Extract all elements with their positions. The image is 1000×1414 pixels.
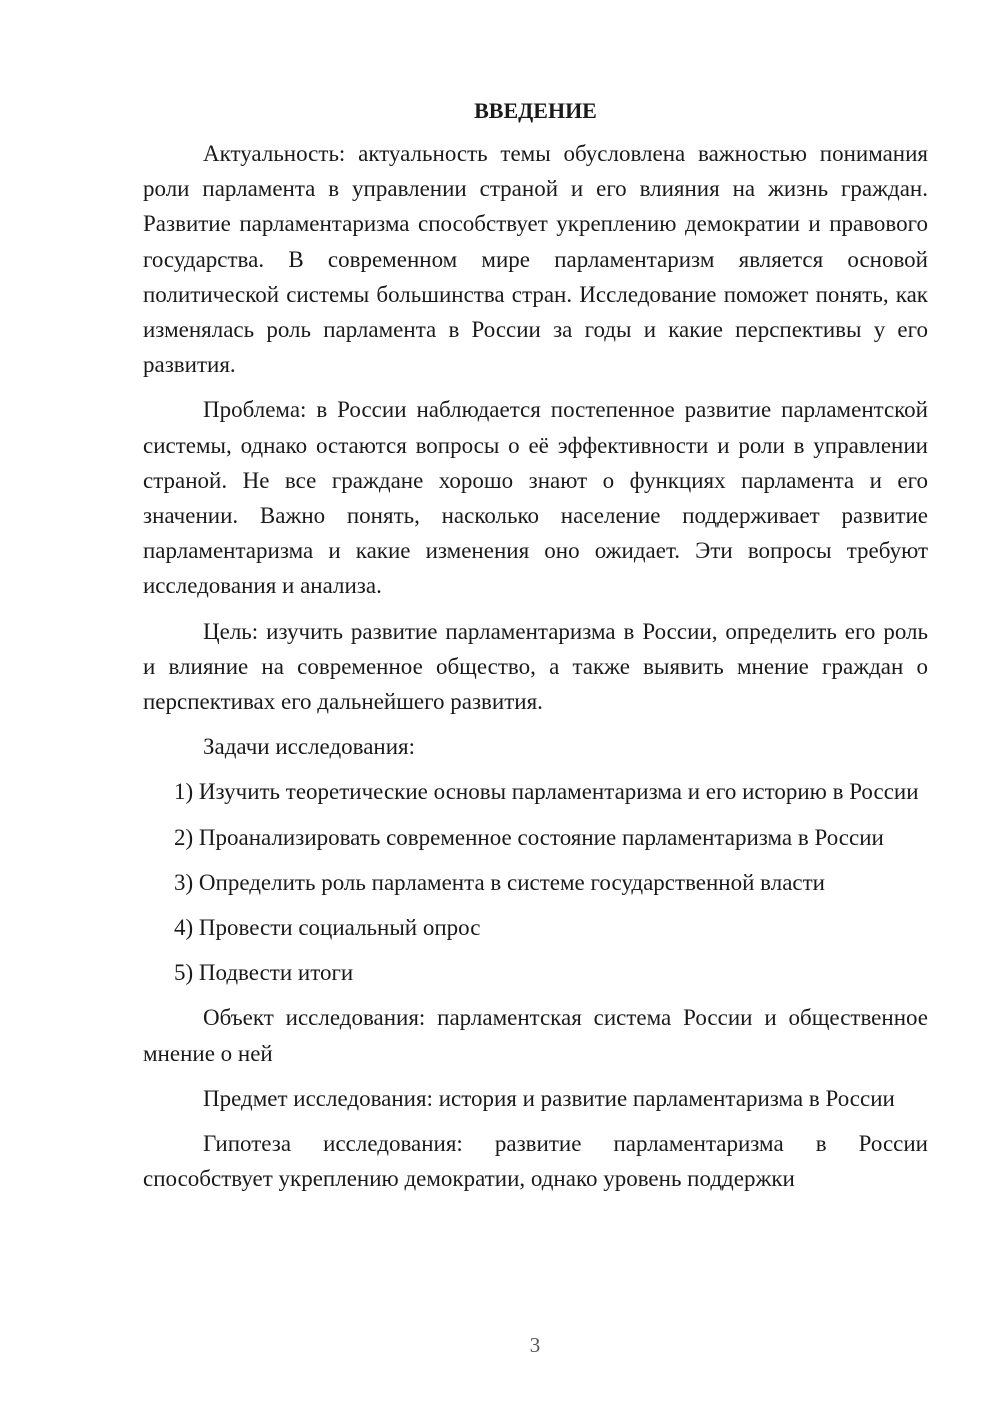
page-number: 3 [529, 1333, 541, 1357]
object-paragraph: Объект исследования: парламентская система России и общественное мнение о ней [143, 1005, 928, 1066]
list-item: 4) Провести социальный опрос [174, 915, 481, 941]
tasks-list [143, 774, 928, 990]
page-title: ВВЕДЕНИЕ [474, 98, 597, 123]
list-item: 5) Подвести итоги [174, 960, 354, 986]
list-item: 1) Изучить теоретические основы парламентаризма и его историю в России [174, 779, 919, 805]
problem-paragraph: Проблема: в России наблюдается постепенное развитие парламентской системы, однако остаются вопросы о её эффективности и роли в управлении страной. Не все граждане хорошо знают о функциях парламента и его значении. Важно понять, насколько население поддерживает развитие парламентаризма и какие изменения оно ожидает. Эти вопросы требуют исследования и анализа. [143, 397, 928, 599]
tasks-heading: Задачи исследования: [203, 734, 416, 760]
hypothesis-paragraph: Гипотеза исследования: развитие парламентаризма в России способствует укреплению демократии, однако уровень поддержки [143, 1131, 928, 1192]
relevance-paragraph: Актуальность: актуальность темы обусловлена важностью понимания роли парламента в управлении страной и его влияния на жизнь граждан. Развитие парламентаризма способствует укреплению демократии и правового государства. В современном мире парламентаризм является основой политической системы большинства стран. Исследование поможет понять, как изменялась роль парламента в России за годы и какие перспективы у его развития. [143, 141, 928, 378]
goal-paragraph: Цель: изучить развитие парламентаризма в России, определить его роль и влияние на современное общество, а также выявить мнение граждан о перспективах его дальнейшего развития. [143, 618, 928, 715]
list-item: 2) Проанализировать современное состояние парламентаризма в России [174, 824, 884, 850]
list-item: 3) Определить роль парламента в системе государственной власти [174, 869, 825, 895]
document-page [143, 96, 928, 1206]
subject-paragraph: Предмет исследования: история и развитие парламентаризма в России [203, 1085, 895, 1111]
